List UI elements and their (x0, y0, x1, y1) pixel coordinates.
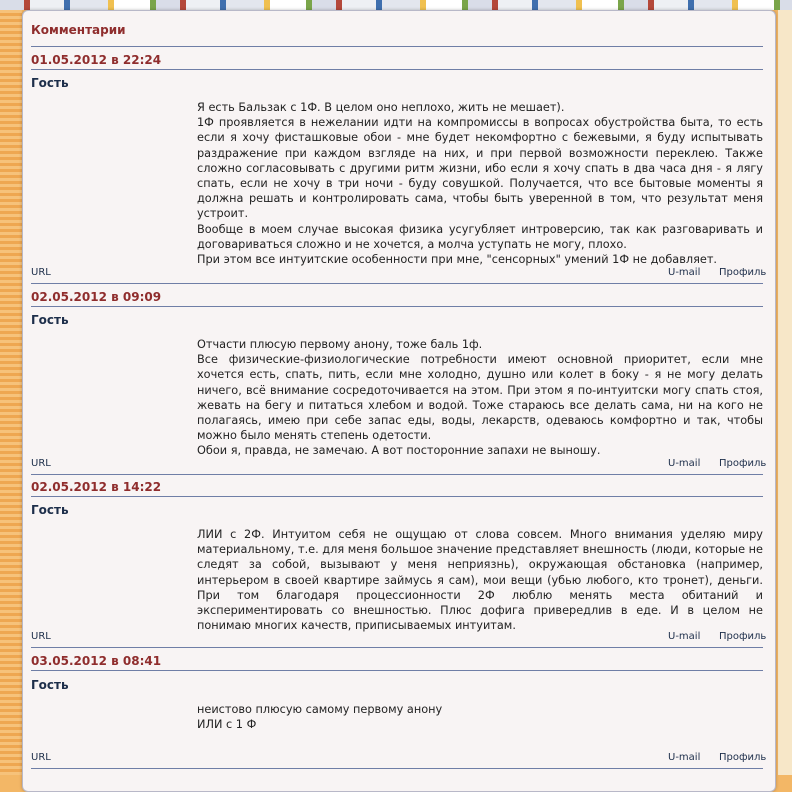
divider (31, 283, 763, 284)
comment-author: Гость (31, 76, 69, 90)
url-link[interactable]: URL (31, 267, 51, 278)
profile-link[interactable]: Профиль (719, 267, 767, 278)
comment-text: неистово плюсую самому первому анону ИЛИ с 1 Ф (197, 703, 443, 732)
right-background (778, 10, 792, 775)
divider (31, 69, 763, 70)
top-decorative-stripe (0, 0, 792, 10)
divider (31, 670, 763, 671)
comment-author: Гость (31, 313, 69, 327)
umail-link[interactable]: U-mail (668, 458, 701, 469)
divider (31, 768, 763, 769)
url-link[interactable]: URL (31, 752, 51, 763)
url-link[interactable]: URL (31, 458, 51, 469)
comment-author: Гость (31, 503, 69, 517)
divider (31, 647, 763, 648)
umail-link[interactable]: U-mail (668, 267, 701, 278)
section-title: Комментарии (31, 23, 126, 37)
comment-text: ЛИИ с 2Ф. Интуитом себя не ощущаю от слова совсем. Много внимания уделяю миру материальному, т.е. для меня большое значение представляет внешность (люди, которые не следят за собой, вызывают у меня неприязнь), окружающая обстановка (например, интерьером в своей квартире займусь я сам), мои вещи (убью любого, кто тронет), деньги. При том благодаря процессионности 2Ф люблю менять места обитаний и экспериментировать со внешностью. Плюс дофига привередлив в еде. И в целом не понимаю многих качеств, приписываемых интуитам. (197, 528, 767, 633)
umail-link[interactable]: U-mail (668, 631, 701, 642)
url-link[interactable]: URL (31, 631, 51, 642)
umail-link[interactable]: U-mail (668, 752, 701, 763)
comment-text: Отчасти плюсую первому анону, тоже баль 1ф. Все физические-физиологические потребности имеют основной приоритет, если мне хочется есть, спать, пить, если мне холодно, душно или колет в боку - я не могу делать ничего, всё внимание сосредоточивается на этом. При этом я по-интуитски могу спать стоя, жевать на бегу и питаться хлебом и водой. Тоже стараюсь все делать сама, ни на кого не полагаясь, имею при себе запас еды, воды, лекарств, одеваюсь комфортно и так, чтобы можно было менять степень одетости. Обои я, правда, не замечаю. А вот посторонние запахи не выношу. (197, 338, 763, 458)
profile-link[interactable]: Профиль (719, 458, 767, 469)
comment-date: 02.05.2012 в 09:09 (31, 290, 162, 304)
divider (31, 306, 763, 307)
divider (31, 46, 763, 47)
divider (31, 496, 763, 497)
profile-link[interactable]: Профиль (719, 631, 767, 642)
left-decorative-border (0, 10, 22, 775)
profile-link[interactable]: Профиль (719, 752, 767, 763)
comment-date: 01.05.2012 в 22:24 (31, 53, 162, 67)
comment-date: 03.05.2012 в 08:41 (31, 654, 162, 668)
comment-author: Гость (31, 678, 69, 692)
comments-panel (22, 10, 776, 792)
comment-date: 02.05.2012 в 14:22 (31, 480, 162, 494)
comment-text: Я есть Бальзак с 1Ф. В целом оно неплохо, жить не мешает). 1Ф проявляется в нежелании идти на компромиссы в вопросах обустройства быта, то есть если я хочу фисташковые обои - мне будет некомфортно с бежевыми, я буду испытывать раздражение при каждом взгляде на них, и при первой возможности переклею. Также сложно согласовывать с другими ритм жизни, ибо если я хочу спать в два часа дня - я лягу спать, если не хочу в три ночи - буду совушкой. Получается, что все бытовые моменты я должна решать и контролировать сама, чтобы быть уверенной в том, что результат меня устроит. Вообще в моем случае высокая физика усугубляет интроверсию, так как разговаривать и договариваться сложно и не хочется, а молча уступать не могу, плохо. При этом все интуитские особенности при мне, "сенсорных" умений 1Ф не добавляет. (197, 101, 763, 267)
divider (31, 474, 763, 475)
